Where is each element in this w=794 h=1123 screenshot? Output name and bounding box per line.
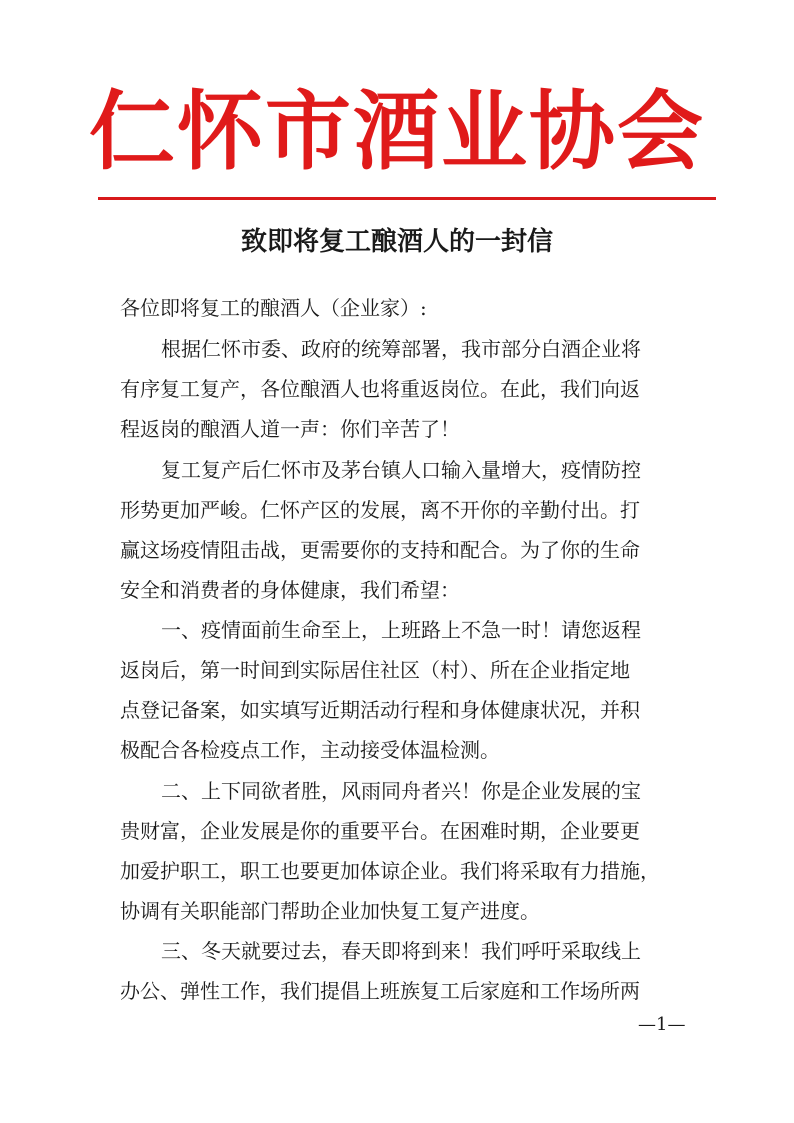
body-line: 极配合各检疫点工作，主动接受体温检测。	[120, 738, 500, 762]
header-divider	[98, 197, 716, 200]
body-line: 协调有关职能部门帮助企业加快复工复产进度。	[120, 899, 540, 923]
body-line: 三、冬天就要过去，春天即将到来！我们呼吁采取线上	[161, 939, 641, 963]
body-line: 安全和消费者的身体健康，我们希望：	[120, 578, 460, 602]
body-line: 返岗后，第一时间到实际居住社区（村）、所在企业指定地	[120, 658, 630, 682]
body-line: 根据仁怀市委、政府的统筹部署，我市部分白酒企业将	[161, 337, 641, 361]
body-line: 二、上下同欲者胜，风雨同舟者兴！你是企业发展的宝	[161, 779, 641, 803]
body-line: 办公、弹性工作，我们提倡上班族复工后家庭和工作场所两	[120, 979, 640, 1003]
salutation: 各位即将复工的酿酒人（企业家）:	[120, 296, 427, 320]
body-line: 点登记备案，如实填写近期活动行程和身体健康状况，并积	[120, 698, 640, 722]
body-line: 复工复产后仁怀市及茅台镇人口输入量增大，疫情防控	[161, 458, 641, 482]
body-line: 一、疫情面前生命至上，上班路上不急一时！请您返程	[161, 618, 641, 642]
body-line: 形势更加严峻。仁怀产区的发展，离不开你的辛勤付出。打	[120, 498, 640, 522]
body-line: 赢这场疫情阻击战，更需要你的支持和配合。为了你的生命	[120, 538, 640, 562]
letter-title: 致即将复工酿酒人的一封信	[240, 227, 553, 257]
body-line: 加爱护职工，职工也要更加体谅企业。我们将采取有力措施，	[120, 859, 660, 883]
body-line: 贵财富，企业发展是你的重要平台。在困难时期，企业要更	[120, 819, 640, 843]
body-line: 程返岗的酿酒人道一声：你们辛苦了！	[120, 417, 460, 441]
organization-header: 仁怀市酒业协会	[89, 82, 705, 182]
body-line: 有序复工复产，各位酿酒人也将重返岗位。在此，我们向返	[120, 377, 640, 401]
page-number: —1—	[638, 1014, 686, 1035]
